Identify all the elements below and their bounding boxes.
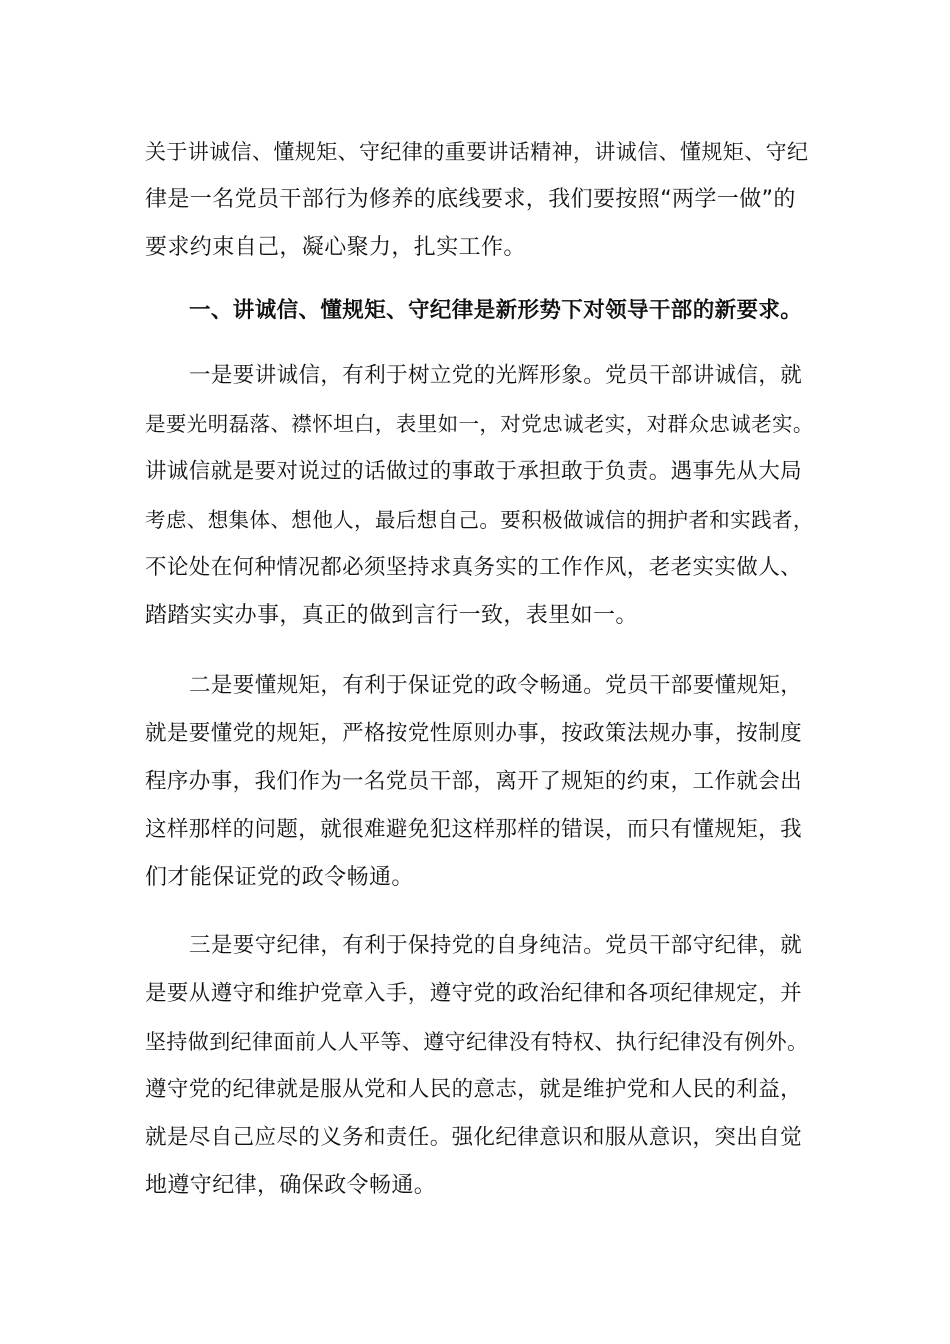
text-line: 讲诚信就是要对说过的话做过的事敢于承担敢于负责。遇事先从大局	[145, 459, 803, 484]
text-line: 地遵守纪律，确保政令畅通。	[145, 1173, 437, 1198]
text-line: 考虑、想集体、想他人，最后想自己。要积极做诚信的拥护者和实践者，	[145, 508, 814, 532]
text-line: 遵守党的纪律就是服从党和人民的意志，就是维护党和人民的利益，	[145, 1077, 803, 1102]
text-line: 要求约束自己，凝心聚力，扎实工作。	[145, 235, 526, 260]
text-line: 程序办事，我们作为一名党员干部，离开了规矩的约束，工作就会出	[145, 769, 803, 794]
section-heading: 一、讲诚信、懂规矩、守纪律是新形势下对领导干部的新要求。	[189, 298, 803, 323]
text-line: 坚持做到纪律面前人人平等、遵守纪律没有特权、执行纪律没有例外。	[145, 1030, 809, 1054]
text-line: 是要光明磊落、襟怀坦白，表里如一，对党忠诚老实，对群众忠诚老实。	[145, 412, 814, 436]
text-line: 们才能保证党的政令畅通。	[145, 865, 414, 890]
text-line: 就是要懂党的规矩，严格按党性原则办事，按政策法规办事，按制度	[145, 721, 803, 746]
text-line: 就是尽自己应尽的义务和责任。强化纪律意识和服从意识，突出自觉	[145, 1125, 803, 1150]
text-line: 踏踏实实办事，真正的做到言行一致，表里如一。	[145, 603, 638, 628]
text-line: 律是一名党员干部行为修养的底线要求，我们要按照“两学一做”的	[145, 187, 796, 212]
text-line: 这样那样的问题，就很难避免犯这样那样的错误，而只有懂规矩，我	[145, 817, 803, 842]
text-line: 不论处在何种情况都必须坚持求真务实的工作作风，老老实实做人、	[145, 555, 803, 580]
text-line: 一是要讲诚信，有利于树立党的光辉形象。党员干部讲诚信，就	[189, 363, 803, 388]
text-line: 关于讲诚信、懂规矩、守纪律的重要讲话精神，讲诚信、懂规矩、守纪	[145, 140, 809, 164]
text-line: 是要从遵守和维护党章入手，遵守党的政治纪律和各项纪律规定，并	[145, 981, 803, 1006]
text-line: 二是要懂规矩，有利于保证党的政令畅通。党员干部要懂规矩，	[189, 673, 803, 698]
text-line: 三是要守纪律，有利于保持党的自身纯洁。党员干部守纪律，就	[189, 933, 803, 958]
